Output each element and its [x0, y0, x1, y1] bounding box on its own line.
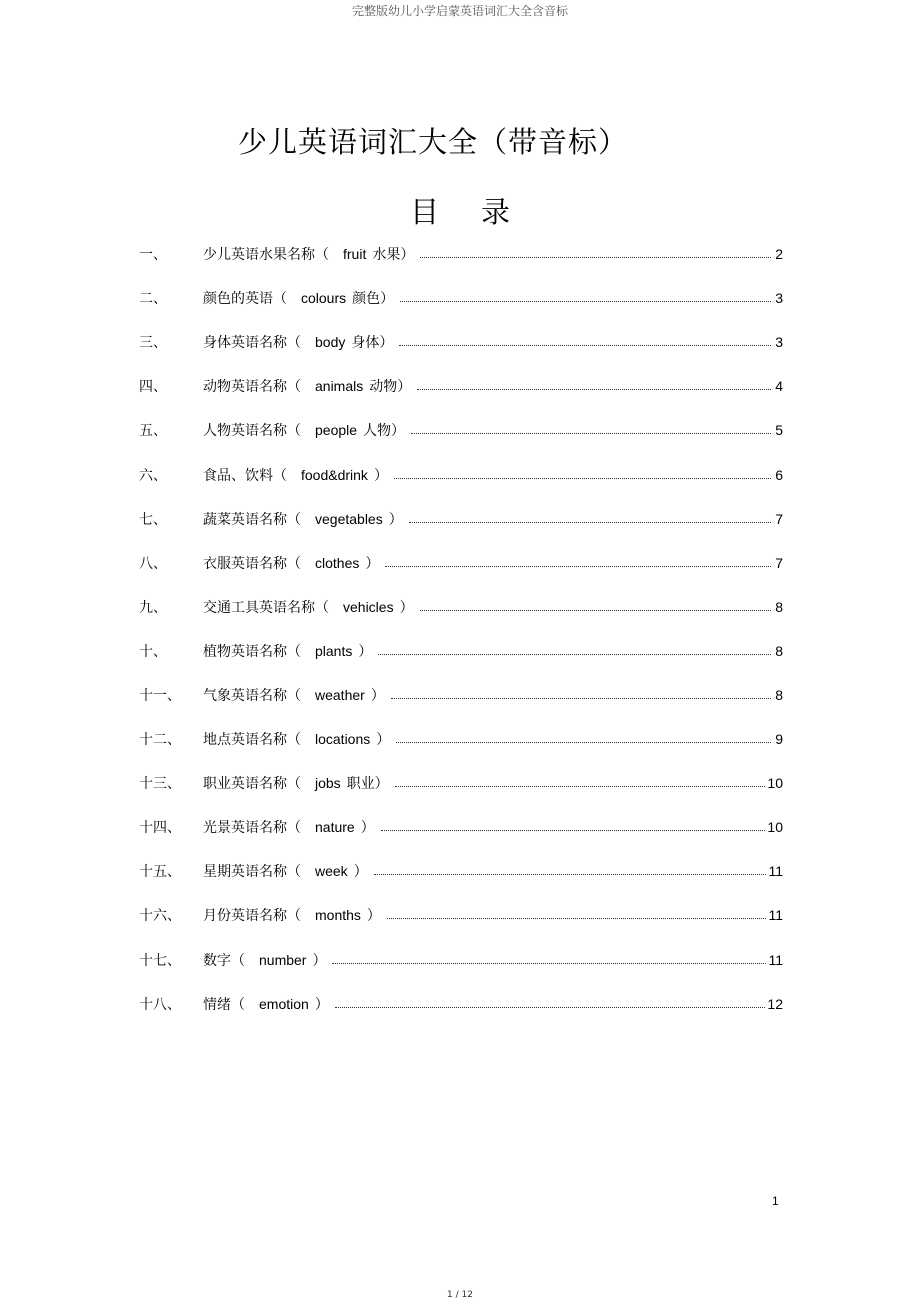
toc-entry-english: week [315, 863, 348, 880]
toc-leader-dots [395, 785, 766, 787]
toc-entry[interactable] [139, 629, 783, 673]
toc-entry[interactable] [139, 541, 783, 585]
toc-entry-number: 十七、 [139, 952, 181, 969]
toc-entry-suffix: ） [312, 952, 327, 969]
toc-entry-page: 2 [775, 246, 783, 263]
toc-entry-number: 四、 [139, 379, 167, 396]
toc-entry[interactable] [139, 585, 783, 629]
toc-entry-page: 8 [775, 686, 783, 703]
pagination-indicator: 1 / 12 [447, 1290, 473, 1300]
toc-leader-dots [374, 873, 767, 875]
toc-entry-page: 5 [775, 422, 783, 439]
toc-entry-page: 7 [775, 554, 783, 571]
table-of-contents [139, 232, 783, 1026]
toc-leader-dots [385, 565, 771, 567]
toc-entry-english: people [315, 422, 358, 439]
toc-entry-page: 10 [767, 775, 783, 792]
toc-entry-suffix: ） [314, 996, 329, 1013]
toc-entry-label: 月份英语名称（ [203, 908, 301, 925]
toc-entry-english: vehicles [343, 598, 394, 615]
toc-entry[interactable] [139, 982, 783, 1026]
toc-leader-dots [387, 917, 767, 919]
toc-entry-suffix: ） [366, 908, 381, 925]
toc-leader-dots [400, 300, 771, 302]
toc-entry-english: jobs [315, 775, 341, 792]
toc-entry[interactable] [139, 893, 783, 937]
toc-entry-page: 11 [768, 951, 783, 968]
toc-entry[interactable] [139, 497, 783, 541]
toc-entry-english: fruit [343, 246, 367, 263]
toc-entry-suffix: ） [360, 820, 375, 837]
toc-entry-page: 11 [768, 863, 783, 880]
toc-entry-number: 十五、 [139, 864, 181, 881]
toc-entry-suffix: 身体） [351, 335, 394, 352]
toc-heading-right: 录 [481, 195, 511, 229]
toc-entry[interactable] [139, 849, 783, 893]
toc-entry-page: 10 [767, 819, 783, 836]
toc-entry-english: locations [315, 731, 371, 748]
toc-entry[interactable] [139, 276, 783, 320]
toc-entry-label: 人物英语名称（ [203, 423, 301, 440]
toc-leader-dots [399, 344, 771, 346]
toc-entry[interactable] [139, 805, 783, 849]
toc-entry-english: number [259, 951, 307, 968]
toc-entry-label: 动物英语名称（ [203, 379, 301, 396]
toc-entry-number: 七、 [139, 511, 167, 528]
toc-leader-dots [335, 1006, 766, 1008]
toc-entry-suffix: 水果） [372, 247, 415, 264]
toc-leader-dots [394, 477, 771, 479]
toc-entry-number: 十一、 [139, 687, 181, 704]
toc-entry-suffix: ） [358, 643, 373, 660]
toc-entry-suffix: ） [376, 732, 391, 749]
toc-entry-suffix: ） [353, 864, 368, 881]
toc-entry-suffix: 动物） [369, 379, 412, 396]
toc-entry-suffix: ） [370, 687, 385, 704]
toc-entry-label: 交通工具英语名称（ [203, 599, 329, 616]
toc-entry-number: 一、 [139, 247, 167, 264]
toc-leader-dots [378, 653, 771, 655]
toc-entry-page: 3 [775, 334, 783, 351]
toc-leader-dots [409, 521, 771, 523]
document-title: 少儿英语词汇大全（带音标） [238, 125, 629, 159]
toc-entry-page: 3 [775, 290, 783, 307]
toc-entry-suffix: ） [365, 555, 380, 572]
toc-entry-page: 7 [775, 510, 783, 527]
toc-entry-page: 12 [767, 995, 783, 1012]
toc-entry-label: 食品、饮料（ [203, 467, 287, 484]
toc-entry-number: 二、 [139, 291, 167, 308]
toc-entry[interactable] [139, 717, 783, 761]
toc-entry-english: animals [315, 378, 364, 395]
toc-entry-english: vegetables [315, 510, 383, 527]
toc-entry-number: 十三、 [139, 776, 181, 793]
toc-heading [0, 190, 920, 231]
toc-leader-dots [391, 697, 771, 699]
toc-entry-english: plants [315, 642, 353, 659]
toc-entry[interactable] [139, 938, 783, 982]
toc-entry-label: 蔬菜英语名称（ [203, 511, 301, 528]
toc-leader-dots [417, 388, 771, 390]
toc-entry-suffix: ） [388, 511, 403, 528]
toc-entry-label: 地点英语名称（ [203, 732, 301, 749]
toc-leader-dots [420, 609, 771, 611]
toc-entry-suffix: 颜色） [352, 291, 395, 308]
toc-leader-dots [381, 829, 766, 831]
toc-entry-number: 十八、 [139, 996, 181, 1013]
toc-entry-label: 星期英语名称（ [203, 864, 301, 881]
page-number: 1 [772, 1194, 779, 1208]
toc-entry-number: 十四、 [139, 820, 181, 837]
toc-leader-dots [396, 741, 771, 743]
toc-entry-number: 八、 [139, 555, 167, 572]
toc-entry-number: 九、 [139, 599, 167, 616]
toc-entry-suffix: ） [373, 467, 388, 484]
toc-heading-left: 目 [409, 195, 439, 229]
toc-entry-english: nature [315, 819, 355, 836]
running-header: 完整版幼儿小学启蒙英语词汇大全含音标 [351, 4, 568, 18]
toc-entry-page: 11 [768, 907, 783, 924]
toc-entry-english: weather [315, 686, 365, 703]
toc-entry-english: colours [301, 290, 347, 307]
toc-entry[interactable] [139, 364, 783, 408]
toc-entry-number: 三、 [139, 335, 167, 352]
toc-leader-dots [420, 256, 771, 258]
toc-leader-dots [332, 962, 766, 964]
toc-entry-english: emotion [259, 995, 309, 1012]
toc-entry[interactable] [139, 673, 783, 717]
toc-entry-number: 十、 [139, 643, 167, 660]
toc-entry[interactable] [139, 320, 783, 364]
toc-entry-label: 颜色的英语（ [203, 291, 287, 308]
toc-entry-label: 职业英语名称（ [203, 776, 301, 793]
toc-leader-dots [411, 432, 771, 434]
toc-entry-page: 8 [775, 642, 783, 659]
toc-entry[interactable] [139, 232, 783, 276]
toc-entry[interactable] [139, 452, 783, 496]
toc-entry-label: 情绪（ [203, 996, 245, 1013]
toc-entry-english: clothes [315, 554, 360, 571]
toc-entry-suffix: 职业） [346, 776, 389, 793]
toc-entry-label: 衣服英语名称（ [203, 555, 301, 572]
toc-entry[interactable] [139, 408, 783, 452]
toc-entry-suffix: ） [399, 599, 414, 616]
toc-entry-number: 五、 [139, 423, 167, 440]
toc-entry-page: 4 [775, 378, 783, 395]
toc-entry[interactable] [139, 761, 783, 805]
toc-entry-label: 气象英语名称（ [203, 687, 301, 704]
toc-entry-english: food&drink [301, 466, 368, 483]
toc-entry-page: 6 [775, 466, 783, 483]
toc-entry-number: 十六、 [139, 908, 181, 925]
toc-entry-suffix: 人物） [363, 423, 406, 440]
toc-entry-english: months [315, 907, 361, 924]
toc-entry-english: body [315, 334, 346, 351]
toc-entry-number: 六、 [139, 467, 167, 484]
toc-entry-label: 少儿英语水果名称（ [203, 247, 329, 264]
toc-entry-label: 光景英语名称（ [203, 820, 301, 837]
toc-entry-number: 十二、 [139, 732, 181, 749]
toc-entry-page: 8 [775, 598, 783, 615]
toc-entry-label: 身体英语名称（ [203, 335, 301, 352]
toc-entry-page: 9 [775, 731, 783, 748]
toc-entry-label: 植物英语名称（ [203, 643, 301, 660]
toc-entry-label: 数字（ [203, 952, 245, 969]
